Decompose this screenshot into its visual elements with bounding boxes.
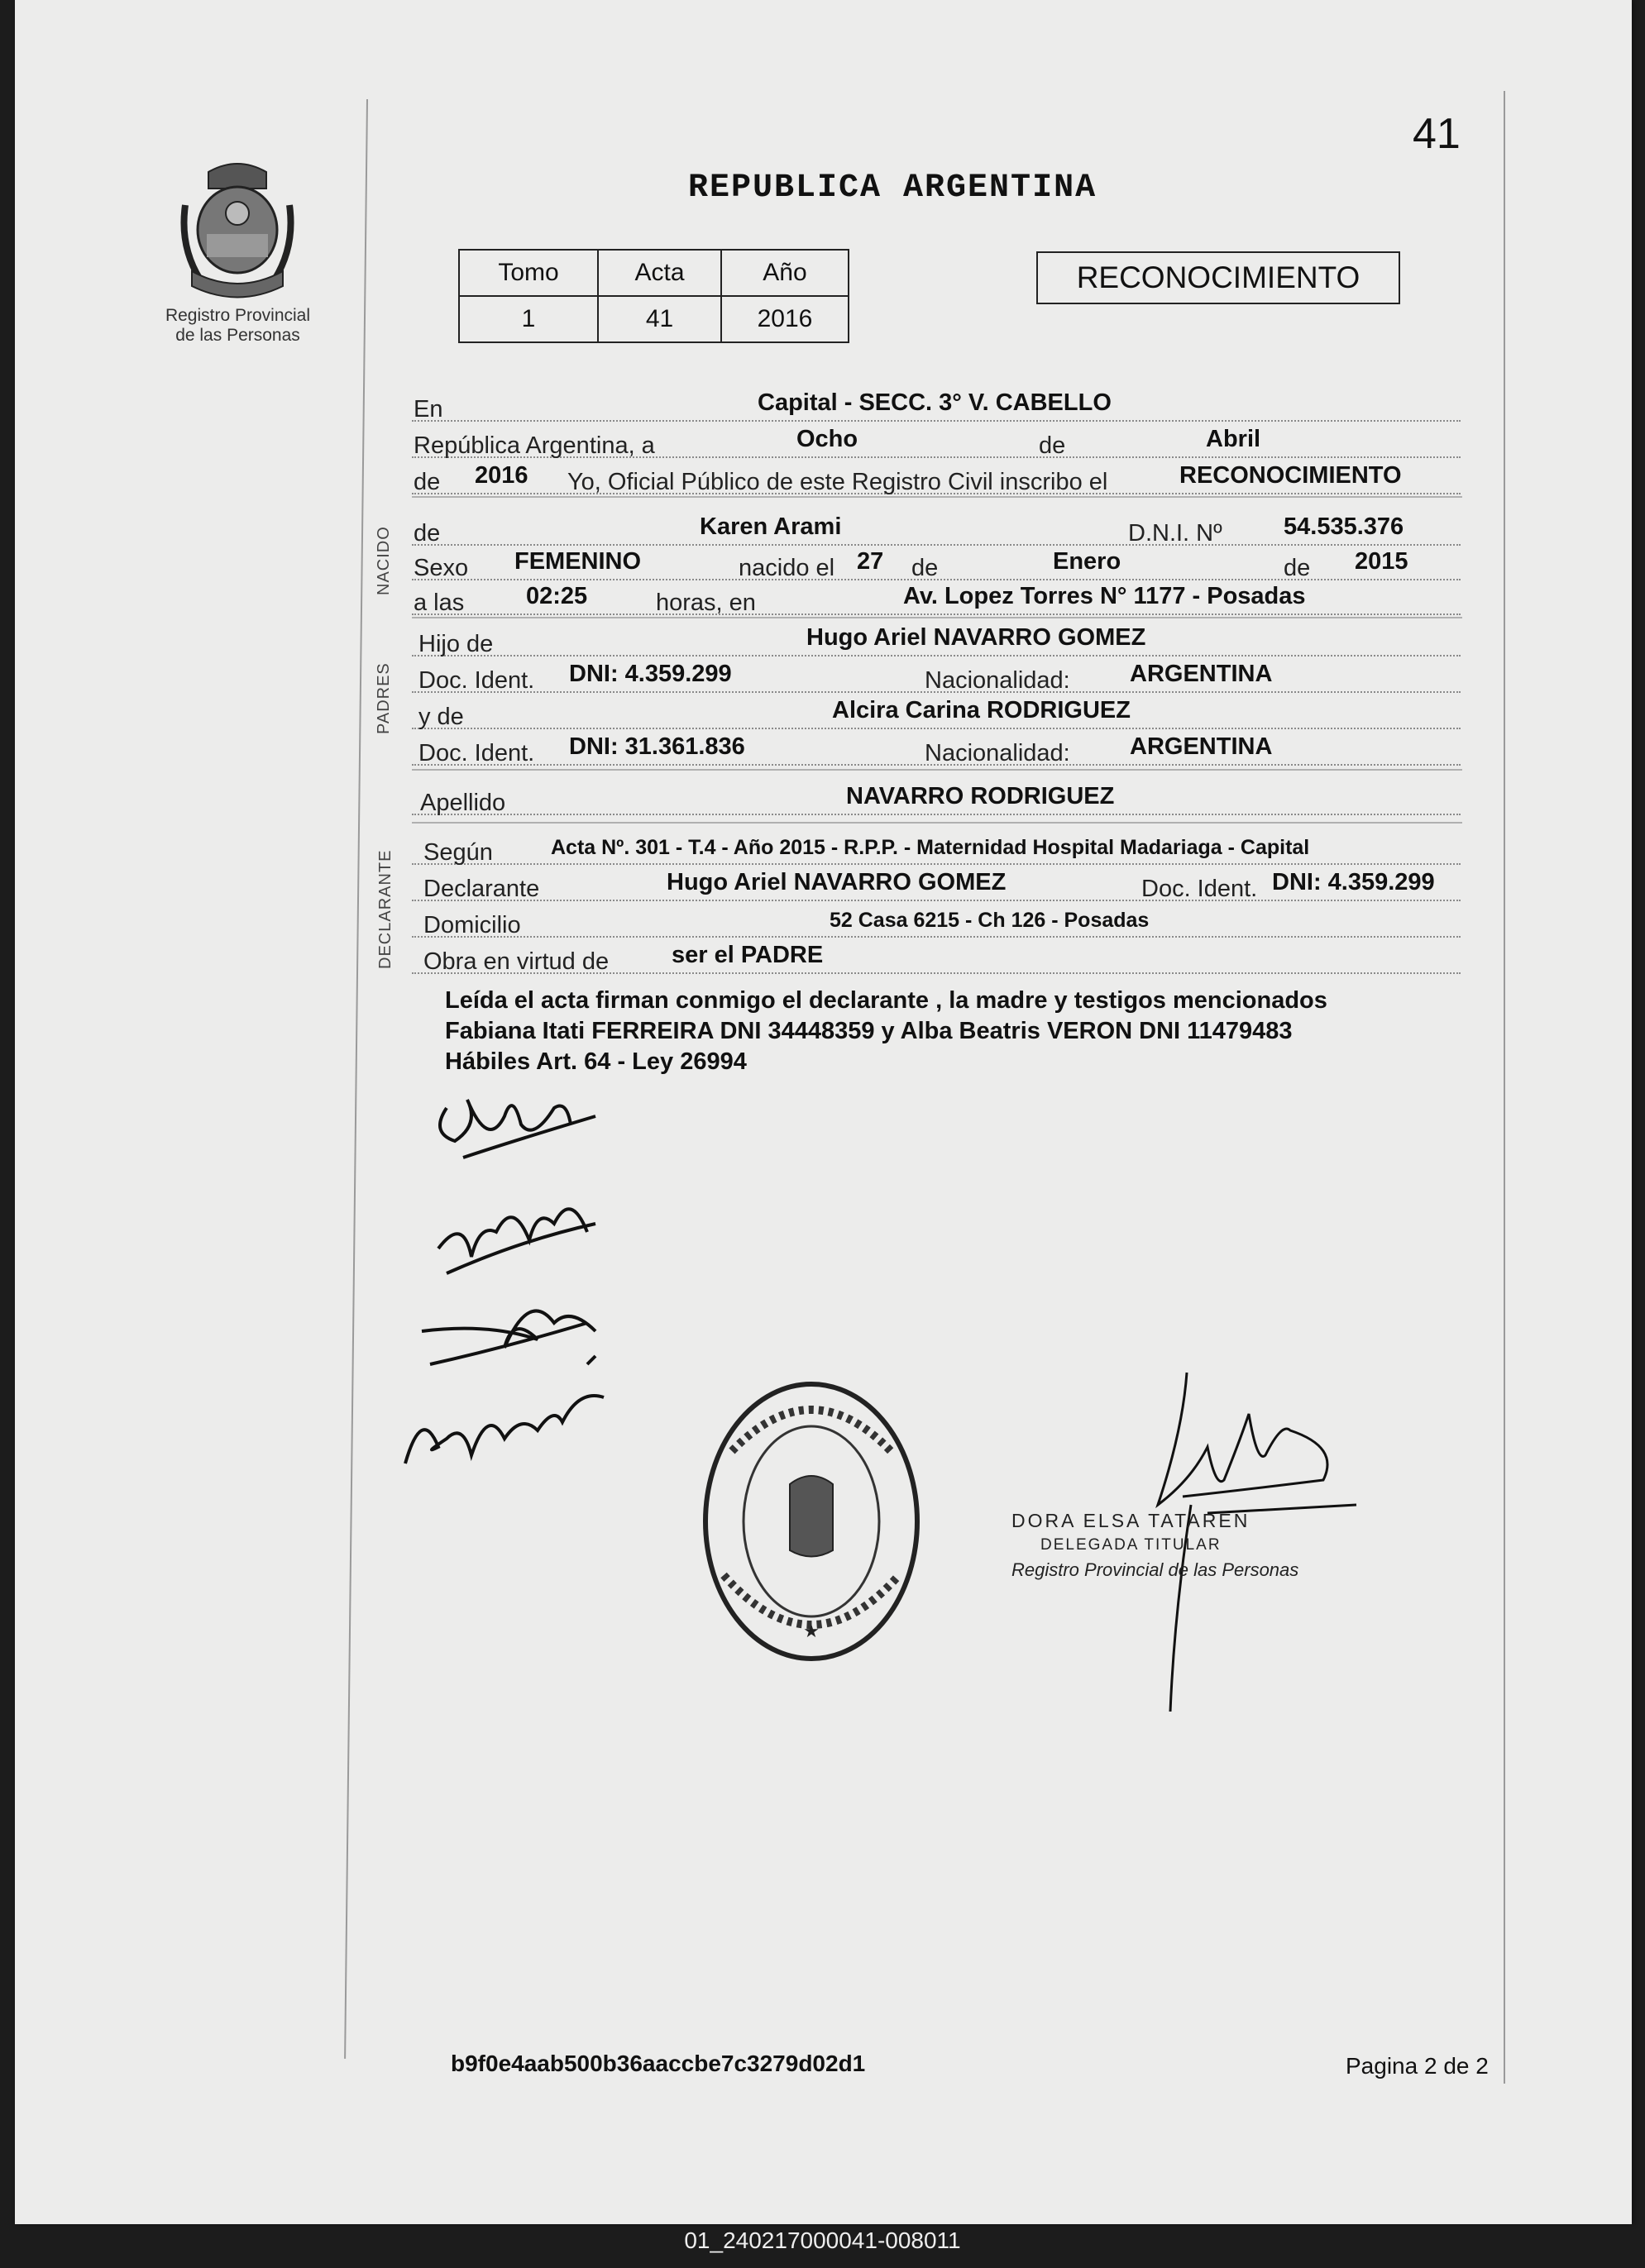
official-role: DELEGADA TITULAR: [1040, 1536, 1222, 1554]
closing-text: [445, 986, 1327, 1077]
yde-label: y de: [418, 704, 464, 730]
acta-header: Acta: [598, 250, 721, 296]
child-dni-value: 54.535.376: [1284, 513, 1404, 540]
row-year: [412, 460, 1461, 494]
child-name-value: Karen Arami: [700, 513, 842, 540]
nacido-side-label: NACIDO: [375, 526, 393, 595]
declarante-doc-value: DNI: 4.359.299: [1272, 869, 1435, 895]
father-doc-value: DNI: 4.359.299: [569, 661, 732, 687]
signature-3: [422, 1311, 595, 1364]
row-republica: [412, 423, 1461, 458]
month-value: Abril: [1206, 426, 1261, 452]
declarante-label: Declarante: [423, 876, 540, 902]
closing-line-1: Leída el acta firman conmigo el declarante , la madre y testigos mencionados: [445, 987, 1327, 1014]
signature-1: [440, 1100, 595, 1158]
row-mother: [412, 695, 1461, 729]
row-domicilio: [412, 903, 1461, 938]
father-doc-label: Doc. Ident.: [418, 667, 535, 694]
page-title: REPUBLICA ARGENTINA: [688, 170, 1097, 207]
republica-label: República Argentina, a: [414, 432, 655, 459]
en-label: En: [414, 396, 443, 423]
sexo-value: FEMENINO: [514, 548, 642, 575]
mother-name-value: Alcira Carina RODRIGUEZ: [832, 697, 1131, 723]
father-nat-value: ARGENTINA: [1130, 661, 1273, 687]
birth-day-value: 27: [857, 548, 884, 575]
separator: [412, 822, 1462, 824]
row-segun: [412, 830, 1461, 865]
closing-line-2: Fabiana Itati FERREIRA DNI 34448359 y Alba Beatris VERON DNI 11479483: [445, 1018, 1293, 1044]
row-hijo: [412, 622, 1461, 657]
row-sexo: [412, 546, 1461, 580]
tomo-value: 1: [459, 296, 598, 342]
separator: [412, 617, 1462, 618]
row-father-doc: [412, 658, 1461, 693]
nacido-de-label: de: [414, 520, 441, 547]
domicilio-value: 52 Casa 6215 - Ch 126 - Posadas: [830, 909, 1150, 932]
anio-value: 2016: [721, 296, 849, 342]
official-text: Yo, Oficial Público de este Registro Civil inscribo el: [567, 469, 1108, 495]
anio-header: Año: [721, 250, 849, 296]
witness-signatures: [389, 1075, 670, 1497]
declarante-side-label: DECLARANTE: [376, 849, 395, 969]
row-nacido-name: [412, 511, 1461, 546]
declarante-name-value: Hugo Ariel NAVARRO GOMEZ: [667, 869, 1007, 895]
mother-nat-label: Nacionalidad:: [925, 740, 1070, 766]
signature-4: [405, 1356, 604, 1463]
row-apellido: [412, 781, 1461, 815]
horas-label: horas, en: [656, 590, 756, 616]
acta-value: 41: [598, 296, 721, 342]
father-name-value: Hugo Ariel NAVARRO GOMEZ: [806, 624, 1146, 651]
de-label: de: [1039, 432, 1066, 459]
dni-label: D.N.I. Nº: [1128, 520, 1222, 547]
scan-footer-code: 01_240217000041-008011: [684, 2227, 961, 2253]
registry-seal-icon: [699, 1377, 924, 1666]
official-name: DORA ELSA TATAREN: [1011, 1510, 1250, 1531]
mother-nat-value: ARGENTINA: [1130, 733, 1273, 760]
act-word-value: RECONOCIMIENTO: [1179, 462, 1402, 489]
right-margin-rule: [1504, 91, 1505, 2084]
apellido-value: NAVARRO RODRIGUEZ: [846, 783, 1115, 809]
obra-value: ser el PADRE: [672, 942, 824, 968]
province-crest-icon: [175, 155, 299, 301]
document-hash: b9f0e4aab500b36aaccbe7c3279d02d1: [451, 2051, 866, 2076]
row-declarante: [412, 867, 1461, 901]
apellido-label: Apellido: [420, 790, 506, 816]
crest-label: [149, 306, 327, 346]
obra-label: Obra en virtud de: [423, 948, 610, 975]
row-obra: [412, 939, 1461, 974]
father-nat-label: Nacionalidad:: [925, 667, 1070, 694]
birth-year-value: 2015: [1355, 548, 1408, 575]
sexo-label: Sexo: [414, 555, 469, 581]
birth-de-label: de: [911, 555, 939, 581]
separator: [412, 496, 1462, 498]
padres-side-label: PADRES: [375, 662, 393, 734]
de2-label: de: [414, 469, 441, 495]
mother-doc-label: Doc. Ident.: [418, 740, 535, 766]
row-en: [412, 387, 1461, 422]
hijo-label: Hijo de: [418, 631, 494, 657]
nacido-el-label: nacido el: [739, 555, 835, 581]
alas-label: a las: [414, 590, 465, 616]
row-mother-doc: [412, 731, 1461, 766]
page-number: 41: [1413, 110, 1461, 158]
left-margin-rule: [344, 99, 368, 2059]
closing-line-3: Hábiles Art. 64 - Ley 26994: [445, 1048, 747, 1075]
birth-place-value: Av. Lopez Torres N° 1177 - Posadas: [903, 583, 1306, 609]
svg-text:★: ★: [803, 1621, 820, 1642]
year-value: 2016: [475, 462, 528, 489]
crest-label-line-2: de las Personas: [175, 326, 300, 345]
act-type-box: RECONOCIMIENTO: [1036, 251, 1400, 304]
segun-value: Acta Nº. 301 - T.4 - Año 2015 - R.P.P. - Maternidad Hospital Madariaga - Capital: [551, 836, 1310, 859]
birth-month-value: Enero: [1053, 548, 1121, 575]
row-alas: [412, 580, 1461, 615]
time-value: 02:25: [526, 583, 588, 609]
birth-de2-label: de: [1284, 555, 1311, 581]
official-block: [1011, 1508, 1298, 1583]
signature-2: [438, 1209, 595, 1273]
mother-doc-value: DNI: 31.361.836: [569, 733, 745, 760]
tomo-header: Tomo: [459, 250, 598, 296]
official-office: Registro Provincial de las Personas: [1011, 1559, 1299, 1580]
domicilio-label: Domicilio: [423, 912, 521, 938]
place-value: Capital - SECC. 3° V. CABELLO: [758, 389, 1112, 416]
separator: [412, 769, 1462, 771]
register-table: [458, 249, 849, 343]
declarante-doc-label: Doc. Ident.: [1141, 876, 1258, 902]
crest-label-line-1: Registro Provincial: [165, 306, 311, 325]
day-value: Ocho: [796, 426, 858, 452]
page-indicator: Pagina 2 de 2: [1346, 2053, 1489, 2079]
segun-label: Según: [423, 839, 493, 866]
